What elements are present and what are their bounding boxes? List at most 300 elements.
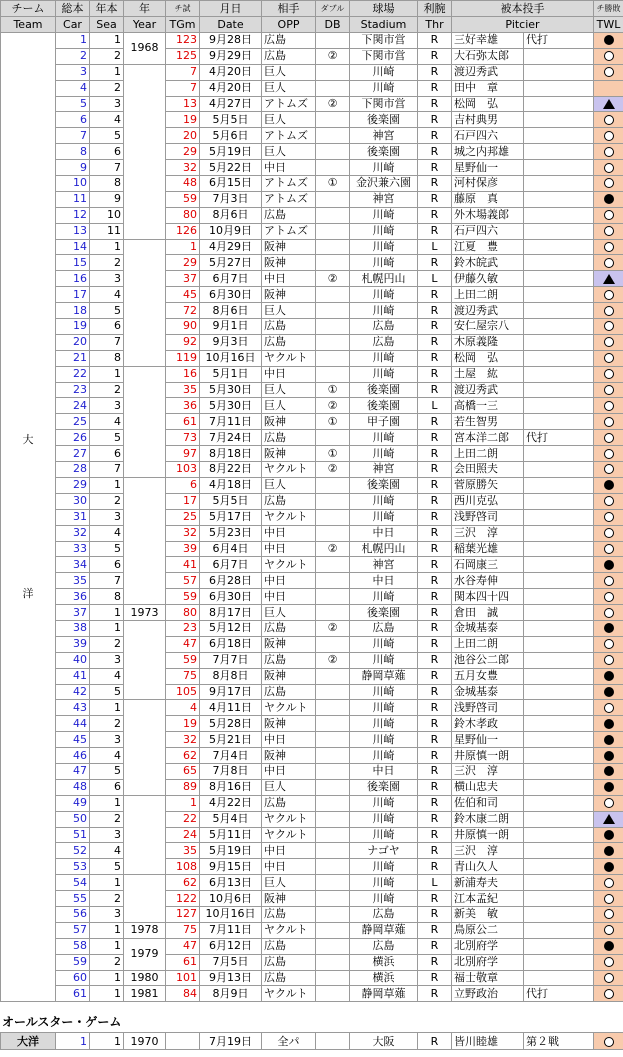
db-cell [316, 891, 350, 907]
db-cell [316, 763, 350, 779]
table-row [1, 334, 623, 350]
thr-cell: R [418, 509, 452, 525]
sea-cell: 6 [90, 779, 124, 795]
db-cell: ② [316, 48, 350, 64]
car-cell: 23 [56, 382, 90, 398]
opp-cell: 中日 [262, 573, 316, 589]
loss-mark-icon [604, 194, 614, 204]
thr-cell: R [418, 80, 452, 96]
stadium-cell: 川崎 [350, 509, 418, 525]
opp-cell: ヤクルト [262, 986, 316, 1002]
twl-cell [594, 763, 623, 779]
table-row [1, 176, 623, 192]
stadium-cell: 静岡草薙 [350, 986, 418, 1002]
opp-cell: ヤクルト [262, 922, 316, 938]
sea-cell: 2 [90, 80, 124, 96]
pitcher-cell: 横山忠夫 [452, 779, 524, 795]
header-car-ja: 総本 [56, 1, 90, 17]
stadium-cell: 神宮 [350, 462, 418, 478]
thr-cell: R [418, 779, 452, 795]
tgm-cell: 6 [166, 477, 200, 493]
opp-cell: 広島 [262, 207, 316, 223]
win-mark-icon [604, 353, 614, 363]
win-mark-icon [604, 512, 614, 522]
note-cell [524, 207, 594, 223]
opp-cell: 広島 [262, 795, 316, 811]
pitcher-cell: 土屋 紘 [452, 366, 524, 382]
stadium-cell: 川崎 [350, 732, 418, 748]
car-cell: 55 [56, 891, 90, 907]
header-db-en: DB [316, 17, 350, 33]
date-cell: 7月24日 [200, 430, 262, 446]
win-mark-icon [604, 449, 614, 459]
year-cell: 1978 [124, 922, 166, 938]
db-cell [316, 33, 350, 49]
date-cell: 4月20日 [200, 80, 262, 96]
table-row [1, 557, 623, 573]
db-cell [316, 80, 350, 96]
date-cell: 9月28日 [200, 33, 262, 49]
stadium-cell: 下関市営 [350, 33, 418, 49]
tgm-cell: 57 [166, 573, 200, 589]
win-mark-icon [604, 163, 614, 173]
allstar-section [0, 1012, 623, 1050]
table-row [1, 779, 623, 795]
date-cell: 10月9日 [200, 223, 262, 239]
twl-cell [594, 795, 623, 811]
opp-cell: 巨人 [262, 779, 316, 795]
twl-cell [594, 128, 623, 144]
stadium-cell: 川崎 [350, 160, 418, 176]
sea-cell: 7 [90, 160, 124, 176]
db-cell [316, 223, 350, 239]
date-cell: 5月5日 [200, 493, 262, 509]
pitcher-cell: 金城基泰 [452, 620, 524, 636]
db-cell [316, 191, 350, 207]
thr-cell: R [418, 652, 452, 668]
car-cell: 27 [56, 446, 90, 462]
stadium-cell: 川崎 [350, 207, 418, 223]
pitcher-cell: 会田照夫 [452, 462, 524, 478]
note-cell [524, 891, 594, 907]
header-pitcher-ja: 被本投手 [452, 1, 594, 17]
table-row [1, 303, 623, 319]
db-cell [316, 128, 350, 144]
stadium-cell: 金沢兼六園 [350, 176, 418, 192]
note-cell [524, 414, 594, 430]
twl-cell [594, 191, 623, 207]
date-cell: 8月6日 [200, 207, 262, 223]
table-row [1, 144, 623, 160]
table-row [1, 938, 623, 954]
tgm-cell: 123 [166, 33, 200, 49]
opp-cell: 広島 [262, 33, 316, 49]
date-cell: 5月22日 [200, 160, 262, 176]
pitcher-cell: 北別府学 [452, 938, 524, 954]
date-cell: 5月6日 [200, 128, 262, 144]
pitcher-cell: 三沢 淳 [452, 843, 524, 859]
win-mark-icon [604, 306, 614, 316]
opp-cell: 阪神 [262, 716, 316, 732]
opp-cell: 広島 [262, 970, 316, 986]
car-cell: 35 [56, 573, 90, 589]
loss-mark-icon [604, 671, 614, 681]
note-cell [524, 334, 594, 350]
stadium-cell: 川崎 [350, 684, 418, 700]
thr-cell: R [418, 970, 452, 986]
stadium-cell: 後楽園 [350, 144, 418, 160]
twl-cell [594, 652, 623, 668]
stadium-cell: 広島 [350, 319, 418, 335]
table-row [1, 430, 623, 446]
table-row [1, 350, 623, 366]
header-sea-en: Sea [90, 17, 124, 33]
note-cell [524, 191, 594, 207]
stadium-cell: 川崎 [350, 700, 418, 716]
note-cell [524, 525, 594, 541]
db-cell [316, 922, 350, 938]
loss-mark-icon [604, 766, 614, 776]
date-cell: 4月27日 [200, 96, 262, 112]
header-date-ja: 月日 [200, 1, 262, 17]
stadium-cell: 川崎 [350, 255, 418, 271]
twl-cell [594, 350, 623, 366]
twl-cell [594, 334, 623, 350]
thr-cell: R [418, 430, 452, 446]
pitcher-cell: 三好幸雄 [452, 33, 524, 49]
sea-cell: 5 [90, 859, 124, 875]
car-cell: 11 [56, 191, 90, 207]
tgm-cell: 4 [166, 700, 200, 716]
table-row [1, 525, 623, 541]
db-cell [316, 589, 350, 605]
stadium-cell: 川崎 [350, 636, 418, 652]
stadium-cell: 川崎 [350, 827, 418, 843]
tgm-cell: 103 [166, 462, 200, 478]
sea-cell: 4 [90, 525, 124, 541]
twl-cell [594, 303, 623, 319]
opp-cell: 広島 [262, 334, 316, 350]
stadium-cell: 後楽園 [350, 398, 418, 414]
date-cell: 9月29日 [200, 48, 262, 64]
table-row [1, 191, 623, 207]
twl-cell [594, 366, 623, 382]
win-mark-icon [604, 226, 614, 236]
note-cell [524, 700, 594, 716]
tgm-cell: 47 [166, 636, 200, 652]
db-cell [316, 255, 350, 271]
date-cell: 9月17日 [200, 684, 262, 700]
win-mark-icon [604, 464, 614, 474]
tgm-cell: 89 [166, 779, 200, 795]
table-row [1, 875, 623, 891]
date-cell: 8月18日 [200, 446, 262, 462]
db-cell [316, 525, 350, 541]
pitcher-cell: 渡辺秀武 [452, 64, 524, 80]
twl-cell [594, 48, 623, 64]
date-cell: 10月16日 [200, 906, 262, 922]
db-cell: ② [316, 398, 350, 414]
pitcher-cell: 若生智男 [452, 414, 524, 430]
thr-cell: R [418, 525, 452, 541]
db-cell [316, 477, 350, 493]
table-row [1, 462, 623, 478]
car-cell: 25 [56, 414, 90, 430]
stadium-cell: 川崎 [350, 716, 418, 732]
db-cell [316, 986, 350, 1002]
sea-cell: 3 [90, 732, 124, 748]
note-cell [524, 366, 594, 382]
table-row [1, 239, 623, 255]
car-cell: 60 [56, 970, 90, 986]
car-cell: 15 [56, 255, 90, 271]
car-cell: 32 [56, 525, 90, 541]
year-cell: 1973 [124, 605, 166, 621]
stadium-cell: 神宮 [350, 128, 418, 144]
opp-cell: アトムズ [262, 96, 316, 112]
car-cell: 54 [56, 875, 90, 891]
stadium-cell: 川崎 [350, 795, 418, 811]
note-cell [524, 96, 594, 112]
tgm-cell: 126 [166, 223, 200, 239]
car-cell: 48 [56, 779, 90, 795]
date-cell: 6月30日 [200, 287, 262, 303]
car-cell: 56 [56, 906, 90, 922]
date-cell: 9月3日 [200, 334, 262, 350]
date-cell: 8月17日 [200, 605, 262, 621]
car-cell: 36 [56, 589, 90, 605]
pitcher-cell: 倉田 誠 [452, 605, 524, 621]
thr-cell: R [418, 589, 452, 605]
win-mark-icon [604, 290, 614, 300]
car-cell: 43 [56, 700, 90, 716]
car-cell: 53 [56, 859, 90, 875]
header-pitcher-en: Pitcier [452, 17, 594, 33]
pitcher-cell: 安仁屋宗八 [452, 319, 524, 335]
sea-cell: 2 [90, 48, 124, 64]
opp-cell: 広島 [262, 48, 316, 64]
win-mark-icon [604, 242, 614, 252]
header-opp-ja: 相手 [262, 1, 316, 17]
db-cell [316, 160, 350, 176]
table-row [1, 843, 623, 859]
stadium-cell: 後楽園 [350, 112, 418, 128]
allstar-tgm [166, 1033, 200, 1050]
thr-cell: L [418, 271, 452, 287]
pitcher-cell: 西川克弘 [452, 493, 524, 509]
db-cell [316, 605, 350, 621]
pitcher-cell: 高橋一三 [452, 398, 524, 414]
twl-cell [594, 33, 623, 49]
note-cell [524, 112, 594, 128]
sea-cell: 1 [90, 875, 124, 891]
thr-cell: R [418, 906, 452, 922]
tgm-cell: 62 [166, 748, 200, 764]
allstar-row [1, 1033, 623, 1050]
db-cell [316, 334, 350, 350]
db-cell [316, 716, 350, 732]
twl-cell [594, 986, 623, 1002]
thr-cell: R [418, 732, 452, 748]
date-cell: 5月5日 [200, 112, 262, 128]
tgm-cell: 108 [166, 859, 200, 875]
db-cell [316, 875, 350, 891]
pitcher-cell: 田中 章 [452, 80, 524, 96]
sea-cell: 1 [90, 620, 124, 636]
date-cell: 5月30日 [200, 398, 262, 414]
db-cell [316, 779, 350, 795]
year-cell [124, 477, 166, 604]
twl-cell [594, 112, 623, 128]
thr-cell: R [418, 700, 452, 716]
car-cell: 41 [56, 668, 90, 684]
pitcher-cell: 石戸四六 [452, 128, 524, 144]
twl-cell [594, 779, 623, 795]
table-row [1, 509, 623, 525]
tgm-cell: 122 [166, 891, 200, 907]
pitcher-cell: 鈴木康二朗 [452, 811, 524, 827]
twl-cell [594, 239, 623, 255]
header-stadium-en: Stadium [350, 17, 418, 33]
allstar-note: 第２戦 [524, 1033, 594, 1050]
note-cell [524, 732, 594, 748]
pitcher-cell: 星野仙一 [452, 160, 524, 176]
car-cell: 52 [56, 843, 90, 859]
tgm-cell: 19 [166, 716, 200, 732]
twl-cell [594, 859, 623, 875]
header-year-en: Year [124, 17, 166, 33]
db-cell [316, 748, 350, 764]
thr-cell: R [418, 891, 452, 907]
thr-cell: R [418, 986, 452, 1002]
opp-cell: アトムズ [262, 128, 316, 144]
opp-cell: 巨人 [262, 80, 316, 96]
sea-cell: 7 [90, 462, 124, 478]
pitcher-cell: 浅野啓司 [452, 700, 524, 716]
note-cell [524, 652, 594, 668]
table-row [1, 398, 623, 414]
note-cell [524, 605, 594, 621]
tgm-cell: 61 [166, 414, 200, 430]
pitcher-cell: 上田二朗 [452, 446, 524, 462]
win-mark-icon [604, 544, 614, 554]
pitcher-cell: 渡辺秀武 [452, 382, 524, 398]
car-cell: 37 [56, 605, 90, 621]
pitcher-cell: 城之内邦雄 [452, 144, 524, 160]
table-row [1, 48, 623, 64]
stadium-cell: 横浜 [350, 954, 418, 970]
loss-mark-icon [604, 480, 614, 490]
opp-cell: 巨人 [262, 112, 316, 128]
pitcher-cell: 石岡康三 [452, 557, 524, 573]
year-cell [124, 700, 166, 795]
twl-cell [594, 176, 623, 192]
table-row [1, 255, 623, 271]
twl-cell [594, 891, 623, 907]
table-row [1, 605, 623, 621]
note-cell [524, 589, 594, 605]
win-mark-icon [604, 592, 614, 602]
sea-cell: 4 [90, 414, 124, 430]
opp-cell: 広島 [262, 684, 316, 700]
win-mark-icon [604, 67, 614, 77]
sea-cell: 4 [90, 287, 124, 303]
note-cell [524, 80, 594, 96]
twl-cell [594, 144, 623, 160]
table-row [1, 64, 623, 80]
note-cell [524, 827, 594, 843]
thr-cell: R [418, 684, 452, 700]
pitcher-cell: 青山久人 [452, 859, 524, 875]
loss-mark-icon [604, 830, 614, 840]
car-cell: 29 [56, 477, 90, 493]
allstar-title: オールスター・ゲーム [2, 1015, 122, 1029]
note-cell [524, 477, 594, 493]
thr-cell: R [418, 573, 452, 589]
note-cell [524, 398, 594, 414]
date-cell: 6月7日 [200, 271, 262, 287]
thr-cell: R [418, 763, 452, 779]
car-cell: 26 [56, 430, 90, 446]
date-cell: 4月29日 [200, 239, 262, 255]
twl-cell [594, 589, 623, 605]
date-cell: 6月13日 [200, 875, 262, 891]
year-cell: 1968 [124, 33, 166, 65]
date-cell: 8月8日 [200, 668, 262, 684]
twl-cell [594, 732, 623, 748]
note-cell [524, 64, 594, 80]
sea-cell: 1 [90, 970, 124, 986]
allstar-db [316, 1033, 350, 1050]
opp-cell: 中日 [262, 366, 316, 382]
pitcher-cell: 五月女豊 [452, 668, 524, 684]
note-cell [524, 48, 594, 64]
thr-cell: R [418, 33, 452, 49]
car-cell: 44 [56, 716, 90, 732]
table-row [1, 414, 623, 430]
sea-cell: 2 [90, 636, 124, 652]
date-cell: 8月16日 [200, 779, 262, 795]
allstar-thr: R [418, 1033, 452, 1050]
sea-cell: 5 [90, 684, 124, 700]
twl-cell [594, 80, 623, 96]
car-cell: 42 [56, 684, 90, 700]
tgm-cell: 59 [166, 589, 200, 605]
car-cell: 22 [56, 366, 90, 382]
table-row [1, 33, 623, 49]
note-cell [524, 239, 594, 255]
car-cell: 14 [56, 239, 90, 255]
header-row-en [1, 17, 623, 33]
tgm-cell: 32 [166, 732, 200, 748]
date-cell: 8月9日 [200, 986, 262, 1002]
pitcher-cell: 稲葉光雄 [452, 541, 524, 557]
table-row [1, 891, 623, 907]
opp-cell: 阪神 [262, 239, 316, 255]
sea-cell: 4 [90, 112, 124, 128]
db-cell [316, 636, 350, 652]
table-row [1, 684, 623, 700]
car-cell: 24 [56, 398, 90, 414]
car-cell: 46 [56, 748, 90, 764]
twl-cell [594, 620, 623, 636]
allstar-car: 1 [56, 1033, 90, 1050]
table-row [1, 319, 623, 335]
table-row [1, 223, 623, 239]
db-cell: ② [316, 541, 350, 557]
sea-cell: 2 [90, 811, 124, 827]
loss-mark-icon [604, 782, 614, 792]
